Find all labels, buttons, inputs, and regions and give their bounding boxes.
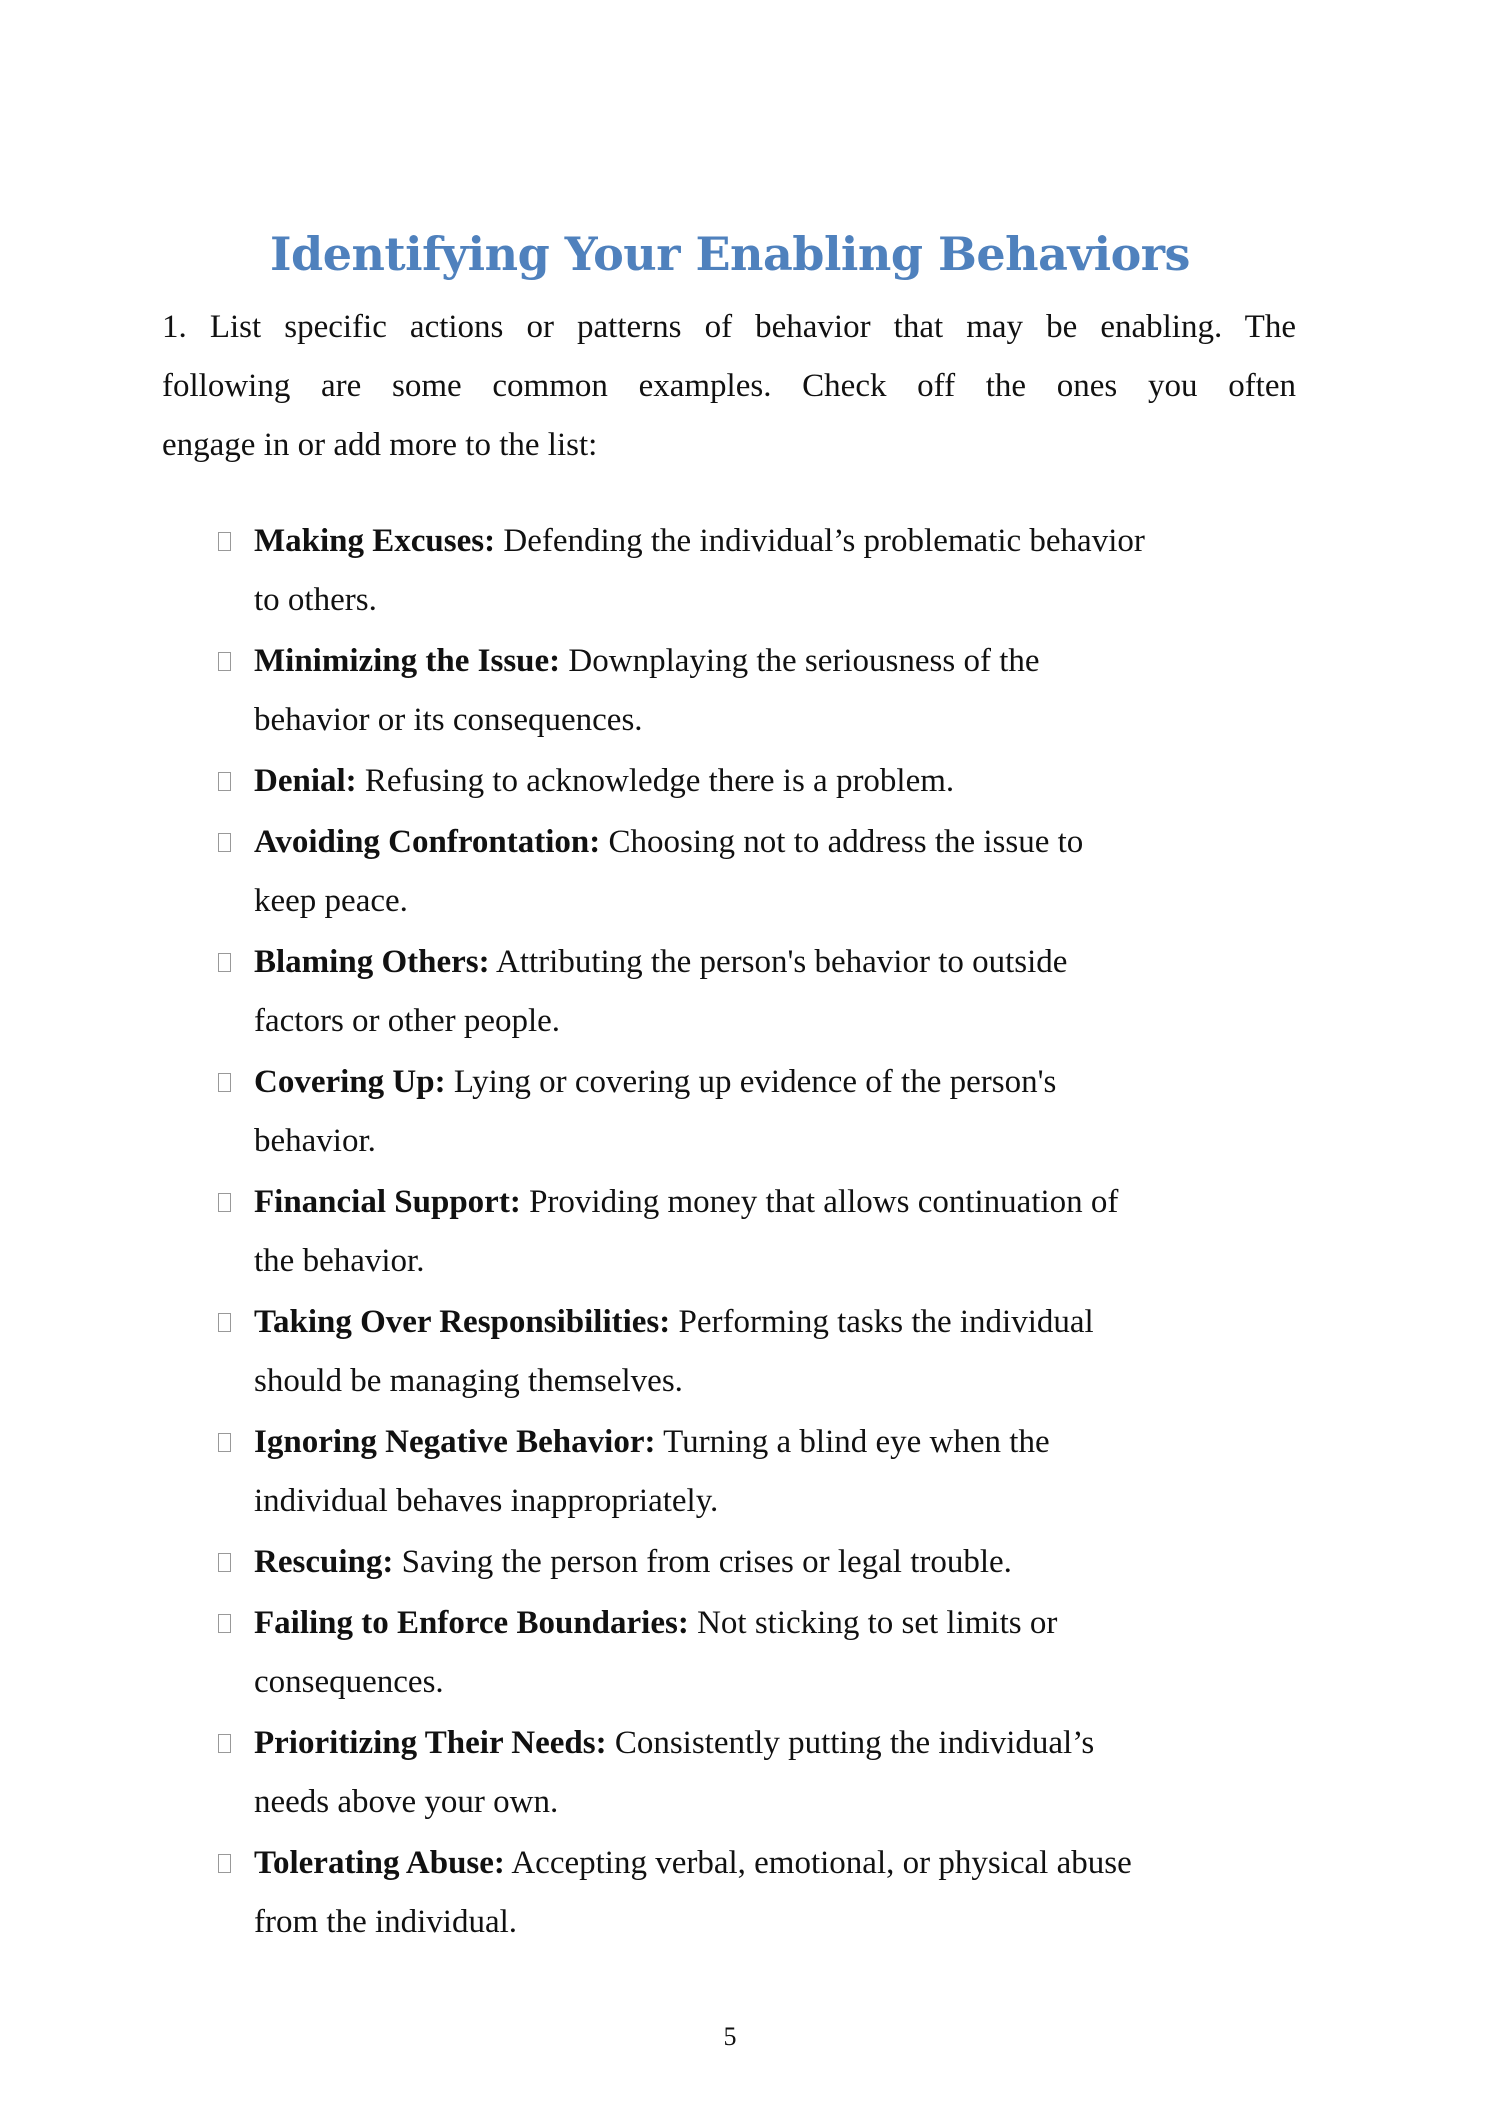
item-description: Downplaying the seriousness of the — [568, 643, 1040, 679]
item-term: Failing to Enforce Boundaries: — [254, 1605, 689, 1641]
checklist-item — [218, 1293, 1318, 1411]
item-term: Prioritizing Their Needs: — [254, 1725, 607, 1761]
item-term: Tolerating Abuse: — [254, 1845, 505, 1881]
item-term: Avoiding Confrontation: — [254, 824, 601, 860]
item-description: Refusing to acknowledge there is a problem. — [364, 763, 955, 799]
item-description-continued: behavior or its consequences. — [254, 702, 643, 738]
item-term: Rescuing: — [254, 1544, 394, 1580]
checkbox[interactable] — [218, 833, 231, 852]
checklist-item — [218, 1834, 1318, 1952]
item-term: Financial Support: — [254, 1184, 521, 1220]
item-term: Making Excuses: — [254, 523, 496, 559]
checkbox[interactable] — [218, 1854, 231, 1873]
intro-line: engage in or add more to the list: — [162, 427, 598, 463]
checkbox[interactable] — [218, 1193, 231, 1212]
item-description: Performing tasks the individual — [678, 1304, 1094, 1340]
checkbox[interactable] — [218, 1313, 231, 1332]
item-term: Covering Up: — [254, 1064, 446, 1100]
item-description-continued: consequences. — [254, 1664, 444, 1700]
item-term: Taking Over Responsibilities: — [254, 1304, 671, 1340]
checkbox[interactable] — [218, 953, 231, 972]
item-description-continued: to others. — [254, 582, 377, 618]
item-description: Saving the person from crises or legal trouble. — [401, 1544, 1012, 1580]
item-term: Ignoring Negative Behavior: — [254, 1424, 656, 1460]
intro-line: following are some common examples. Check off the ones you often — [162, 368, 1296, 404]
checklist-item — [218, 512, 1318, 630]
checkbox[interactable] — [218, 1433, 231, 1452]
page-number: 5 — [723, 2022, 737, 2051]
item-description-continued: factors or other people. — [254, 1003, 561, 1039]
checklist-item — [218, 1173, 1318, 1291]
item-term: Blaming Others: — [254, 944, 490, 980]
checklist-item — [218, 632, 1318, 750]
checkbox[interactable] — [218, 1734, 231, 1753]
checklist-item — [218, 1714, 1318, 1832]
checklist-item — [218, 813, 1318, 931]
item-description-continued: keep peace. — [254, 883, 408, 919]
checklist-item — [218, 1413, 1318, 1531]
item-description: Defending the individual’s problematic behavior — [503, 523, 1145, 559]
checkbox[interactable] — [218, 652, 231, 671]
item-description-continued: needs above your own. — [254, 1784, 559, 1820]
item-description: Lying or covering up evidence of the person's — [453, 1064, 1057, 1100]
checklist-item — [218, 1594, 1318, 1712]
item-description: Accepting verbal, emotional, or physical abuse — [511, 1845, 1132, 1881]
checkbox[interactable] — [218, 1073, 231, 1092]
checklist-item — [218, 1533, 1318, 1592]
item-term: Denial: — [254, 763, 357, 799]
checklist-item — [218, 752, 1318, 811]
checklist-item — [218, 1053, 1318, 1171]
item-description-continued: individual behaves inappropriately. — [254, 1483, 719, 1519]
item-description: Attributing the person's behavior to outside — [496, 944, 1068, 980]
checklist-item — [218, 933, 1318, 1051]
checkbox[interactable] — [218, 772, 231, 791]
item-description-continued: behavior. — [254, 1123, 376, 1159]
checkbox[interactable] — [218, 532, 231, 551]
enabling-behaviors-checklist — [218, 512, 1318, 1954]
item-description: Turning a blind eye when the — [663, 1424, 1050, 1460]
item-description: Consistently putting the individual’s — [614, 1725, 1095, 1761]
item-description: Not sticking to set limits or — [697, 1605, 1058, 1641]
item-description: Providing money that allows continuation of — [529, 1184, 1119, 1220]
checkbox[interactable] — [218, 1553, 231, 1572]
intro-line: 1. List specific actions or patterns of behavior that may be enabling. The — [162, 309, 1296, 345]
item-description-continued: from the individual. — [254, 1904, 518, 1940]
checkbox[interactable] — [218, 1614, 231, 1633]
item-description: Choosing not to address the issue to — [608, 824, 1084, 860]
item-term: Minimizing the Issue: — [254, 643, 561, 679]
item-description-continued: should be managing themselves. — [254, 1363, 683, 1399]
intro-paragraph — [162, 298, 1296, 475]
item-description-continued: the behavior. — [254, 1243, 425, 1279]
page-title: Identifying Your Enabling Behaviors — [270, 226, 1190, 281]
